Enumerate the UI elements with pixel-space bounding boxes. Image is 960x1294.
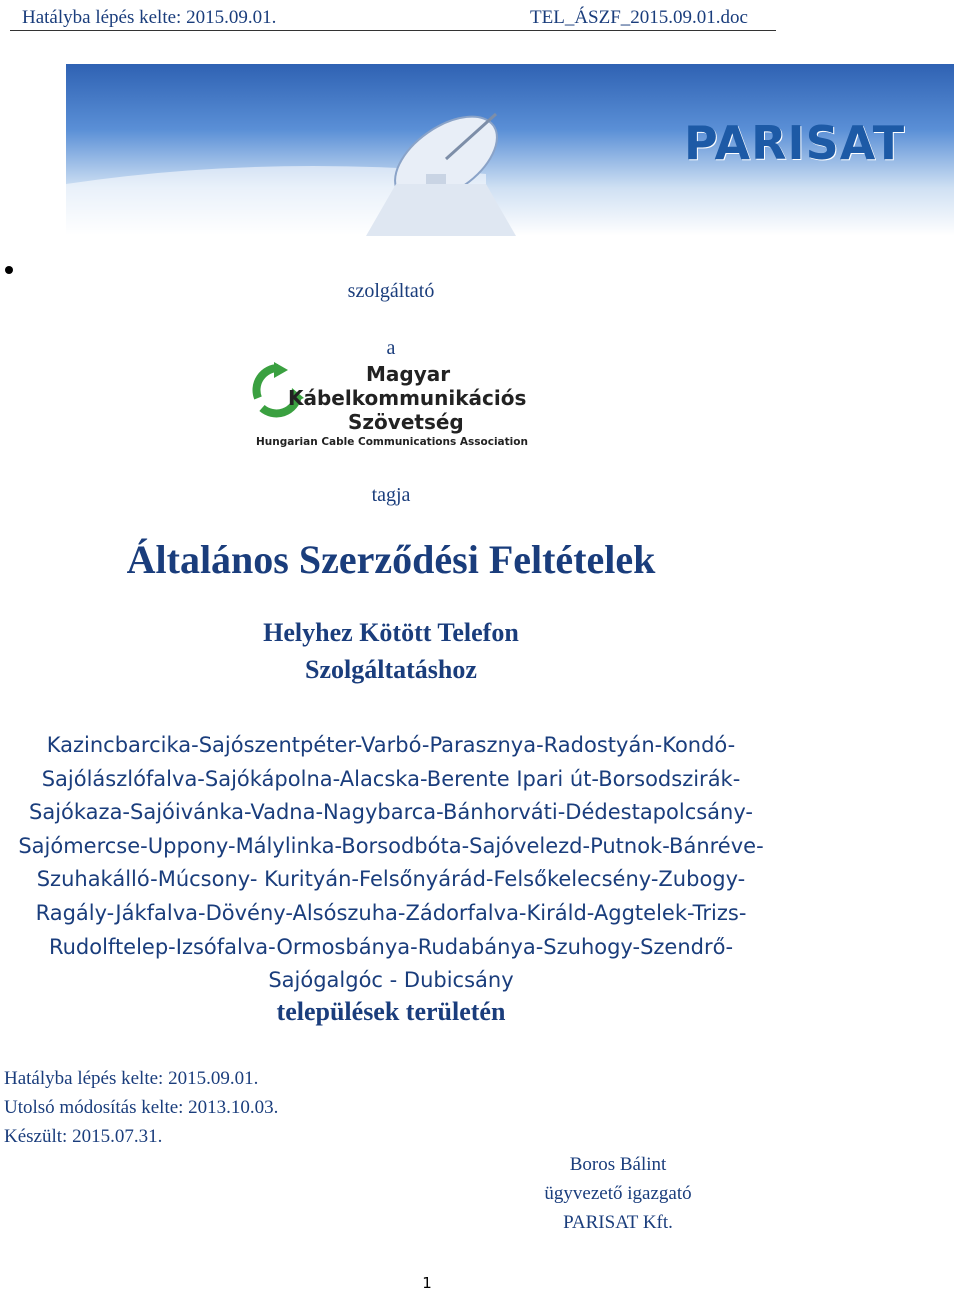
settlements-line: Szuhakálló-Múcsony- Kurityán-Felsőnyárád-Felsőkelecsény-Zubogy-	[36, 867, 746, 892]
settlements-line: Sajólászlófalva-Sajókápolna-Alacska-Berente Ipari út-Borsodszirák-	[41, 766, 741, 791]
region-text: települések területén	[276, 997, 506, 1026]
article-text: a	[386, 337, 396, 359]
settlements-line: Rudolftelep-Izsófalva-Ormosbánya-Rudabánya-Szuhogy-Szendrő-	[48, 934, 734, 959]
parisat-banner	[66, 64, 954, 236]
settlements-line: Sajógalgóc - Dubicsány	[268, 968, 514, 993]
association-line3: Szövetség	[348, 410, 464, 434]
signer-company: PARISAT Kft.	[563, 1212, 673, 1233]
association-line2: Kábelkommunikációs	[288, 386, 527, 410]
settlements-line: Kazincbarcika-Sajószentpéter-Varbó-Parasznya-Radostyán-Kondó-	[46, 733, 736, 757]
document-dates	[4, 1064, 278, 1151]
document-title: Általános Szerződési Feltételek	[126, 537, 656, 582]
signer-title: ügyvezető igazgató	[544, 1183, 692, 1204]
association-line4: Hungarian Cable Communications Association	[256, 436, 528, 448]
bullet-marker	[5, 266, 13, 274]
modified-date: Utolsó módosítás kelte: 2013.10.03.	[4, 1097, 279, 1118]
page-header	[10, 4, 776, 31]
subtitle-line-1: Helyhez Kötött Telefon	[263, 618, 519, 647]
subtitle-line-2: Szolgáltatáshoz	[305, 655, 477, 684]
member-text: tagja	[371, 484, 411, 506]
effective-date: Hatályba lépés kelte: 2015.09.01.	[4, 1068, 259, 1089]
settlements-line: Ragály-Jákfalva-Dövény-Alsószuha-Zádorfalva-Királd-Aggtelek-Trizs-	[35, 900, 747, 925]
association-line1: Magyar	[366, 362, 451, 386]
association-logo	[252, 360, 532, 452]
signer-name: Boros Bálint	[569, 1154, 667, 1175]
settlements-line: Sajókaza-Sajóivánka-Vadna-Nagybarca-Bánhorváti-Dédestapolcsány-	[29, 800, 753, 825]
header-filename: TEL_ÁSZF_2015.09.01.doc	[530, 7, 748, 28]
parisat-logo: PARISAT	[684, 116, 906, 170]
provider-text: szolgáltató	[347, 280, 435, 302]
created-date: Készült: 2015.07.31.	[4, 1126, 163, 1147]
settlements-line: Sajómercse-Uppony-Málylinka-Borsodbóta-Sajóvelezd-Putnok-Bánréve-	[18, 833, 764, 858]
settlements-list	[0, 729, 782, 998]
signature-block	[500, 1150, 736, 1237]
header-effective-date: Hatályba lépés kelte: 2015.09.01.	[22, 7, 277, 28]
page-number: 1	[422, 1274, 432, 1292]
